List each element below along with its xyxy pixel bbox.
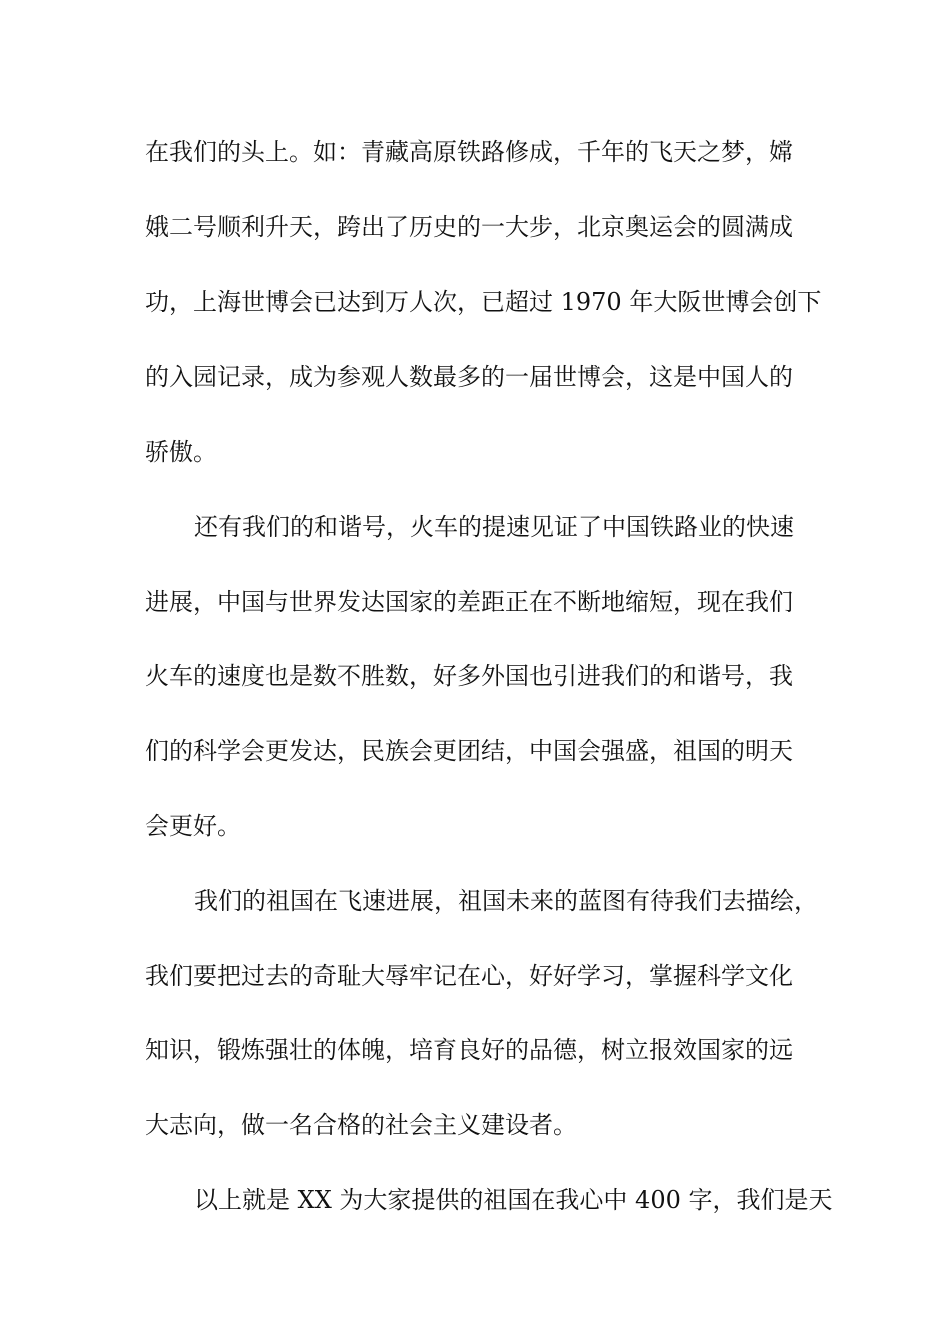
text-line-8: 火车的速度也是数不胜数，好多外国也引进我们的和谐号，我 [145, 662, 793, 690]
text-line-4: 的入园记录，成为参观人数最多的一届世博会，这是中国人的 [145, 363, 793, 391]
text-line-14: 大志向，做一名合格的社会主义建设者。 [145, 1111, 577, 1139]
text-line-11: 我们的祖国在飞速进展，祖国未来的蓝图有待我们去描绘， [194, 887, 818, 915]
text-line-13: 知识，锻炼强壮的体魄，培育良好的品德，树立报效国家的远 [145, 1036, 793, 1064]
text-line-9: 们的科学会更发达，民族会更团结，中国会强盛，祖国的明天 [145, 737, 793, 765]
text-line-6: 还有我们的和谐号，火车的提速见证了中国铁路业的快速 [194, 513, 794, 541]
text-line-2: 娥二号顺利升天，跨出了历史的一大步，北京奥运会的圆满成 [145, 213, 793, 241]
text-line-10: 会更好。 [145, 812, 241, 840]
text-line-7: 进展，中国与世界发达国家的差距正在不断地缩短，现在我们 [145, 588, 793, 616]
text-line-15: 以上就是 XX 为大家提供的祖国在我心中 400 字，我们是天 [194, 1186, 833, 1214]
text-line-1: 在我们的头上。如：青藏高原铁路修成，千年的飞天之梦，嫦 [145, 138, 793, 166]
text-line-3: 功，上海世博会已达到万人次，已超过 1970 年大阪世博会创下 [145, 288, 822, 316]
text-line-12: 我们要把过去的奇耻大辱牢记在心，好好学习，掌握科学文化 [145, 962, 793, 990]
text-line-5: 骄傲。 [145, 438, 217, 466]
